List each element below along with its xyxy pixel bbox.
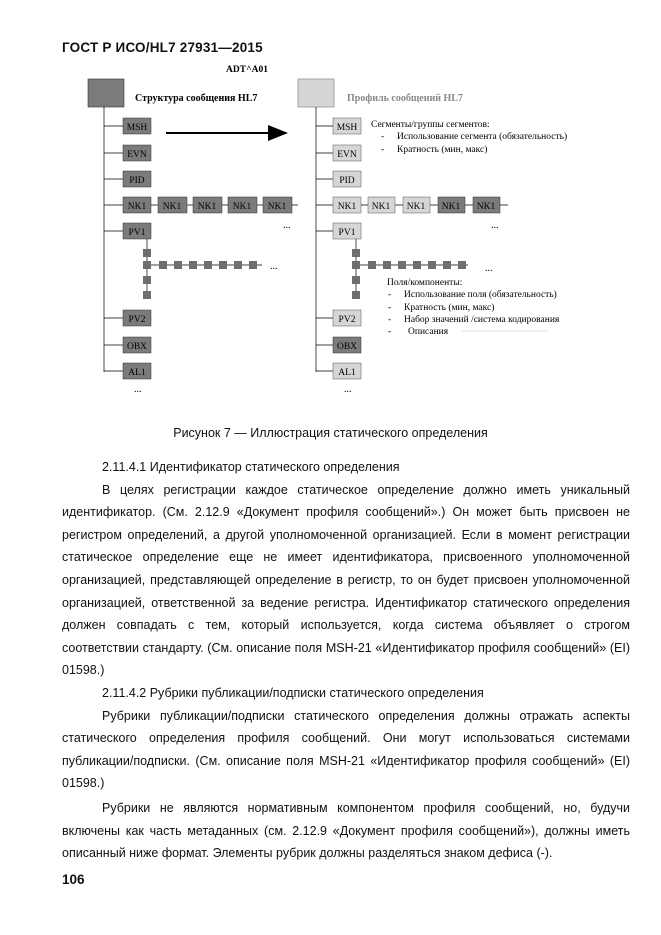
profile-segments-ellipsis: ... xyxy=(344,384,352,395)
paragraph: Рубрики публикации/подписки статического определения должны отражать аспекты статического определения профиля сообщений. Они могут использоваться системами публикации/подписки. (См. описание поля MSH-21 «Идентификатор профиля сообщений» (EI) 01598.) xyxy=(62,708,630,791)
fields-ellipsis: ... xyxy=(270,261,278,272)
svg-text:PV1: PV1 xyxy=(128,228,146,238)
profile-nk1-repeat-box xyxy=(438,197,465,213)
segments-note-item: Кратность (мин, макс) xyxy=(397,145,488,155)
svg-text:AL1: AL1 xyxy=(128,368,146,378)
message-profile-title: Профиль сообщений HL7 xyxy=(347,93,463,104)
segment-box-pv2 xyxy=(123,310,151,326)
svg-text:NK1: NK1 xyxy=(267,202,287,212)
segment-box-pv1 xyxy=(123,223,151,239)
page-number: 106 xyxy=(62,872,85,887)
profile-root-box xyxy=(298,79,334,107)
nk1-repeat-box xyxy=(193,197,222,213)
svg-text:-: - xyxy=(388,303,392,313)
svg-text:NK1: NK1 xyxy=(337,202,357,212)
segment-box-pid xyxy=(123,171,151,187)
svg-text:PV2: PV2 xyxy=(338,315,356,325)
profile-segment-box-al1 xyxy=(333,363,361,379)
svg-text:NK1: NK1 xyxy=(127,202,147,212)
profile-nk1-ellipsis: ... xyxy=(491,220,499,231)
fields-note-item: Кратность (мин, макс) xyxy=(404,303,495,313)
profile-segment-box-obx xyxy=(333,337,361,353)
profile-nk1-repeat-box xyxy=(368,197,395,213)
segment-box-obx xyxy=(123,337,151,353)
message-root-box xyxy=(88,79,124,107)
segments-note-item: Использование сегмента (обязательность) xyxy=(397,132,568,142)
svg-text:NK1: NK1 xyxy=(232,202,252,212)
svg-text:EVN: EVN xyxy=(337,150,357,160)
paragraph: Рубрики не являются нормативным компонентом профиля сообщений, но, будучи включены как часть метаданных (см. 2.12.9 «Документ профиля сообщений»), должны иметь описанный ниже формат. Элементы рубрик должны разделяться знаком дефиса (-). xyxy=(62,800,630,861)
svg-text:PID: PID xyxy=(339,176,355,186)
message-type-label: ADT^A01 xyxy=(226,65,268,75)
fields-note-item: Использование поля (обязательность) xyxy=(404,290,557,300)
nk1-ellipsis: ... xyxy=(283,220,291,231)
nk1-repeat-box xyxy=(228,197,257,213)
svg-text:-: - xyxy=(388,290,392,300)
section-heading: 2.11.4.1 Идентификатор статического определения xyxy=(102,460,400,474)
message-structure-title: Структура сообщения HL7 xyxy=(135,93,258,104)
svg-text:-: - xyxy=(381,145,385,155)
segment-box-msh xyxy=(123,118,151,134)
svg-text:MSH: MSH xyxy=(126,123,148,133)
segment-box-nk1 xyxy=(123,197,151,213)
svg-text:NK1: NK1 xyxy=(406,202,426,212)
svg-text:NK1: NK1 xyxy=(476,202,496,212)
profile-segment-box-pv2 xyxy=(333,310,361,326)
section-heading: 2.11.4.2 Рубрики публикации/подписки статического определения xyxy=(102,685,484,700)
svg-text:OBX: OBX xyxy=(126,342,148,352)
svg-text:NK1: NK1 xyxy=(197,202,217,212)
svg-text:NK1: NK1 xyxy=(371,202,391,212)
nk1-repeat-box xyxy=(263,197,292,213)
profile-nk1-repeat-box xyxy=(403,197,430,213)
svg-text:PV2: PV2 xyxy=(128,315,146,325)
figure-caption: Рисунок 7 — Иллюстрация статического определения xyxy=(173,426,488,440)
profile-fields-ellipsis: ... xyxy=(485,263,493,274)
segments-ellipsis: ... xyxy=(134,384,142,395)
svg-text:-: - xyxy=(388,315,392,325)
svg-text:OBX: OBX xyxy=(336,342,358,352)
static-definition-diagram xyxy=(0,0,661,420)
fields-note-item: Описания xyxy=(408,327,449,337)
fields-note-item: Набор значений /система кодирования xyxy=(404,315,560,325)
segment-box-evn xyxy=(123,145,151,161)
svg-text:AL1: AL1 xyxy=(338,368,356,378)
profile-nk1-repeat-box xyxy=(473,197,500,213)
profile-segment-box-nk1 xyxy=(333,197,361,213)
paragraph: В целях регистрации каждое статическое определение должно иметь уникальный идентификатор. (См. 2.12.9 «Документ профиля сообщений».) Он может быть присвоен не регистром определений, а другой уполномоченной организацией. Если в момент регистрации статическое определение еще не имеет идентификатора, присвоенного уполномоченной организацией, представляющей определение в регистр, то он будет присвоен уполномоченной организацией, ответственной за ведение регистра. Идентификатор статического определения должен совпадать с тем, который используется, когда система объявляет о строгом соответствии стандарту. (См. описание поля MSH-21 «Идентификатор профиля сообщений» (EI) 01598.) xyxy=(62,482,630,678)
svg-text:MSH: MSH xyxy=(336,123,358,133)
body-text xyxy=(62,456,630,865)
svg-text:NK1: NK1 xyxy=(441,202,461,212)
svg-text:NK1: NK1 xyxy=(162,202,182,212)
profile-segment-box-pv1 xyxy=(333,223,361,239)
profile-segment-box-evn xyxy=(333,145,361,161)
svg-text:PV1: PV1 xyxy=(338,228,356,238)
standard-header: ГОСТ Р ИСО/HL7 27931—2015 xyxy=(62,40,263,55)
svg-text:EVN: EVN xyxy=(127,150,147,160)
segments-note-title: Сегменты/группы сегментов: xyxy=(371,120,490,130)
fields-note-title: Поля/компоненты: xyxy=(387,278,463,288)
nk1-repeat-box xyxy=(158,197,187,213)
profile-segment-box-msh xyxy=(333,118,361,134)
svg-text:PID: PID xyxy=(129,176,145,186)
profile-segment-box-pid xyxy=(333,171,361,187)
segment-box-al1 xyxy=(123,363,151,379)
svg-text:-: - xyxy=(381,132,385,142)
svg-text:-: - xyxy=(388,327,392,337)
